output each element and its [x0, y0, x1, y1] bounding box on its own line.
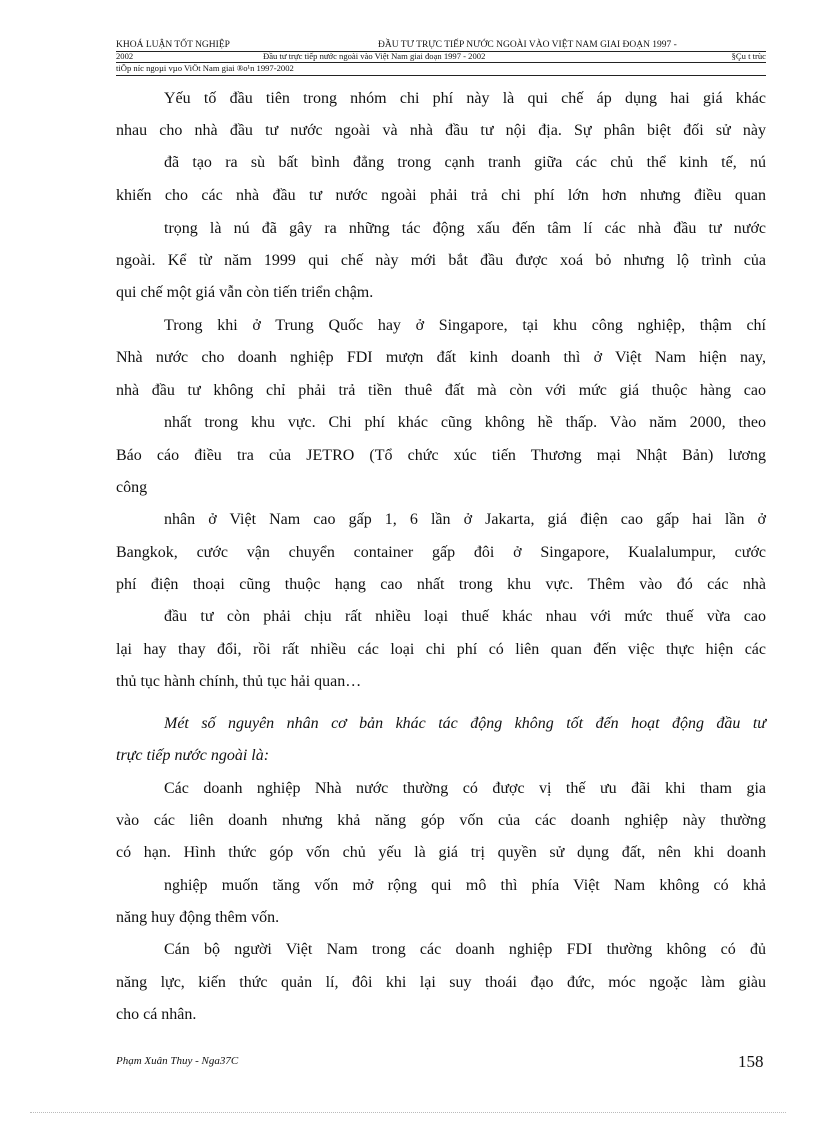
text-line: phí điện thoại cũng thuộc hạng cao nhất trong khu vực. Thêm vào đó các nhà — [116, 576, 766, 593]
text-line: năng huy động thêm vốn. — [116, 909, 280, 926]
text-line: Các doanh nghiệp Nhà nước thường có được vị thế ưu đãi khi tham gia — [164, 780, 766, 797]
text-line: Trong khi ở Trung Quốc hay ở Singapore, tại khu công nghiệp, thậm chí — [164, 317, 766, 334]
text-line: năng lực, kiến thức quản lí, đôi khi lại suy thoái đạo đức, móc ngoặc làm giàu — [116, 974, 766, 991]
header-rule — [116, 75, 766, 76]
header-thesis-label: KHOÁ LUẬN TỐT NGHIỆP — [116, 40, 230, 50]
text-line: có hạn. Hình thức góp vốn chủ yếu là giá trị quyền sử dụng đất, nên khi doanh — [116, 844, 766, 861]
header-garbled-right: §Çu t trùc — [731, 51, 766, 61]
text-line: nhau cho nhà đầu tư nước ngoài và nhà đầu tư nội địa. Sự phân biệt đối sử này — [116, 122, 766, 139]
text-line: Nhà nước cho doanh nghiệp FDI mượn đất kinh doanh thì ở Việt Nam hiện nay, — [116, 349, 766, 366]
text-line: Báo cáo điều tra của JETRO (Tổ chức xúc tiến Thương mại Nhật Bản) lương — [116, 447, 766, 464]
text-line: vào các liên doanh nhưng khả năng góp vốn của các doanh nghiệp này thường — [116, 812, 766, 829]
text-line: Bangkok, cước vận chuyển container gấp đôi ở Singapore, Kualalumpur, cước — [116, 544, 766, 561]
text-line: khiến cho các nhà đầu tư nước ngoài phải trả chi phí lớn hơn nhưng điều quan — [116, 187, 766, 204]
footer-author: Phạm Xuân Thuy - Nga37C — [116, 1055, 239, 1067]
text-line: trọng là nú đã gây ra những tác động xấu đến tâm lí các nhà đầu tư nước — [164, 220, 766, 237]
text-line: Yếu tố đầu tiên trong nhóm chi phí này là qui chế áp dụng hai giá khác — [164, 90, 766, 107]
header-subtitle: Đầu tư trực tiếp nước ngoài vào Việt Nam giai đoạn 1997 - 2002 — [263, 51, 486, 61]
text-line: Cán bộ người Việt Nam trong các doanh nghiệp FDI thường không có đủ — [164, 941, 766, 958]
text-line: ngoài. Kể từ năm 1999 qui chế này mới bắt đầu được xoá bỏ nhưng lộ trình của — [116, 252, 766, 269]
italic-line: Mét số nguyên nhân cơ bản khác tác động không tốt đến hoạt động đầu tư — [164, 715, 766, 732]
header-garbled-line: tiÕp níc ngoµi vµo ViÖt Nam giai ®o¹n 1997-2002 — [116, 63, 294, 73]
text-line: cho cá nhân. — [116, 1006, 197, 1023]
text-line: lại hay thay đổi, rồi rất nhiều các loại chi phí có liên quan đến việc thực hiện các — [116, 641, 766, 658]
text-line: công — [116, 479, 148, 496]
text-line: nghiệp muốn tăng vốn mở rộng qui mô thì phía Việt Nam không có khả — [164, 877, 766, 894]
text-line: nhất trong khu vực. Chi phí khác cũng không hề thấp. Vào năm 2000, theo — [164, 414, 766, 431]
page-number: 158 — [738, 1052, 764, 1071]
header-title: ĐẦU TƯ TRỰC TIẾP NƯỚC NGOÀI VÀO VIỆT NAM GIAI ĐOẠN 1997 - — [378, 40, 677, 50]
text-line: thủ tục hành chính, thủ tục hải quan… — [116, 673, 362, 690]
text-line: đầu tư còn phải chịu rất nhiều loại thuế khác nhau với mức thuế vừa cao — [164, 608, 766, 625]
text-line: nhà đầu tư không chỉ phải trả tiền thuê đất mà còn với mức giá thuộc hàng cao — [116, 382, 766, 399]
page-bottom-divider — [30, 1112, 786, 1113]
text-line: nhân ở Việt Nam cao gấp 1, 6 lần ở Jakarta, giá điện cao gấp hai lần ở — [164, 511, 766, 528]
header-year: 2002 — [116, 51, 134, 61]
text-line: đã tạo ra sù bất bình đẳng trong cạnh tranh giữa các chủ thể kinh tế, nú — [164, 154, 766, 171]
text-line: qui chế một giá vẫn còn tiến triển chậm. — [116, 284, 374, 301]
italic-line: trực tiếp nước ngoài là: — [116, 747, 270, 764]
